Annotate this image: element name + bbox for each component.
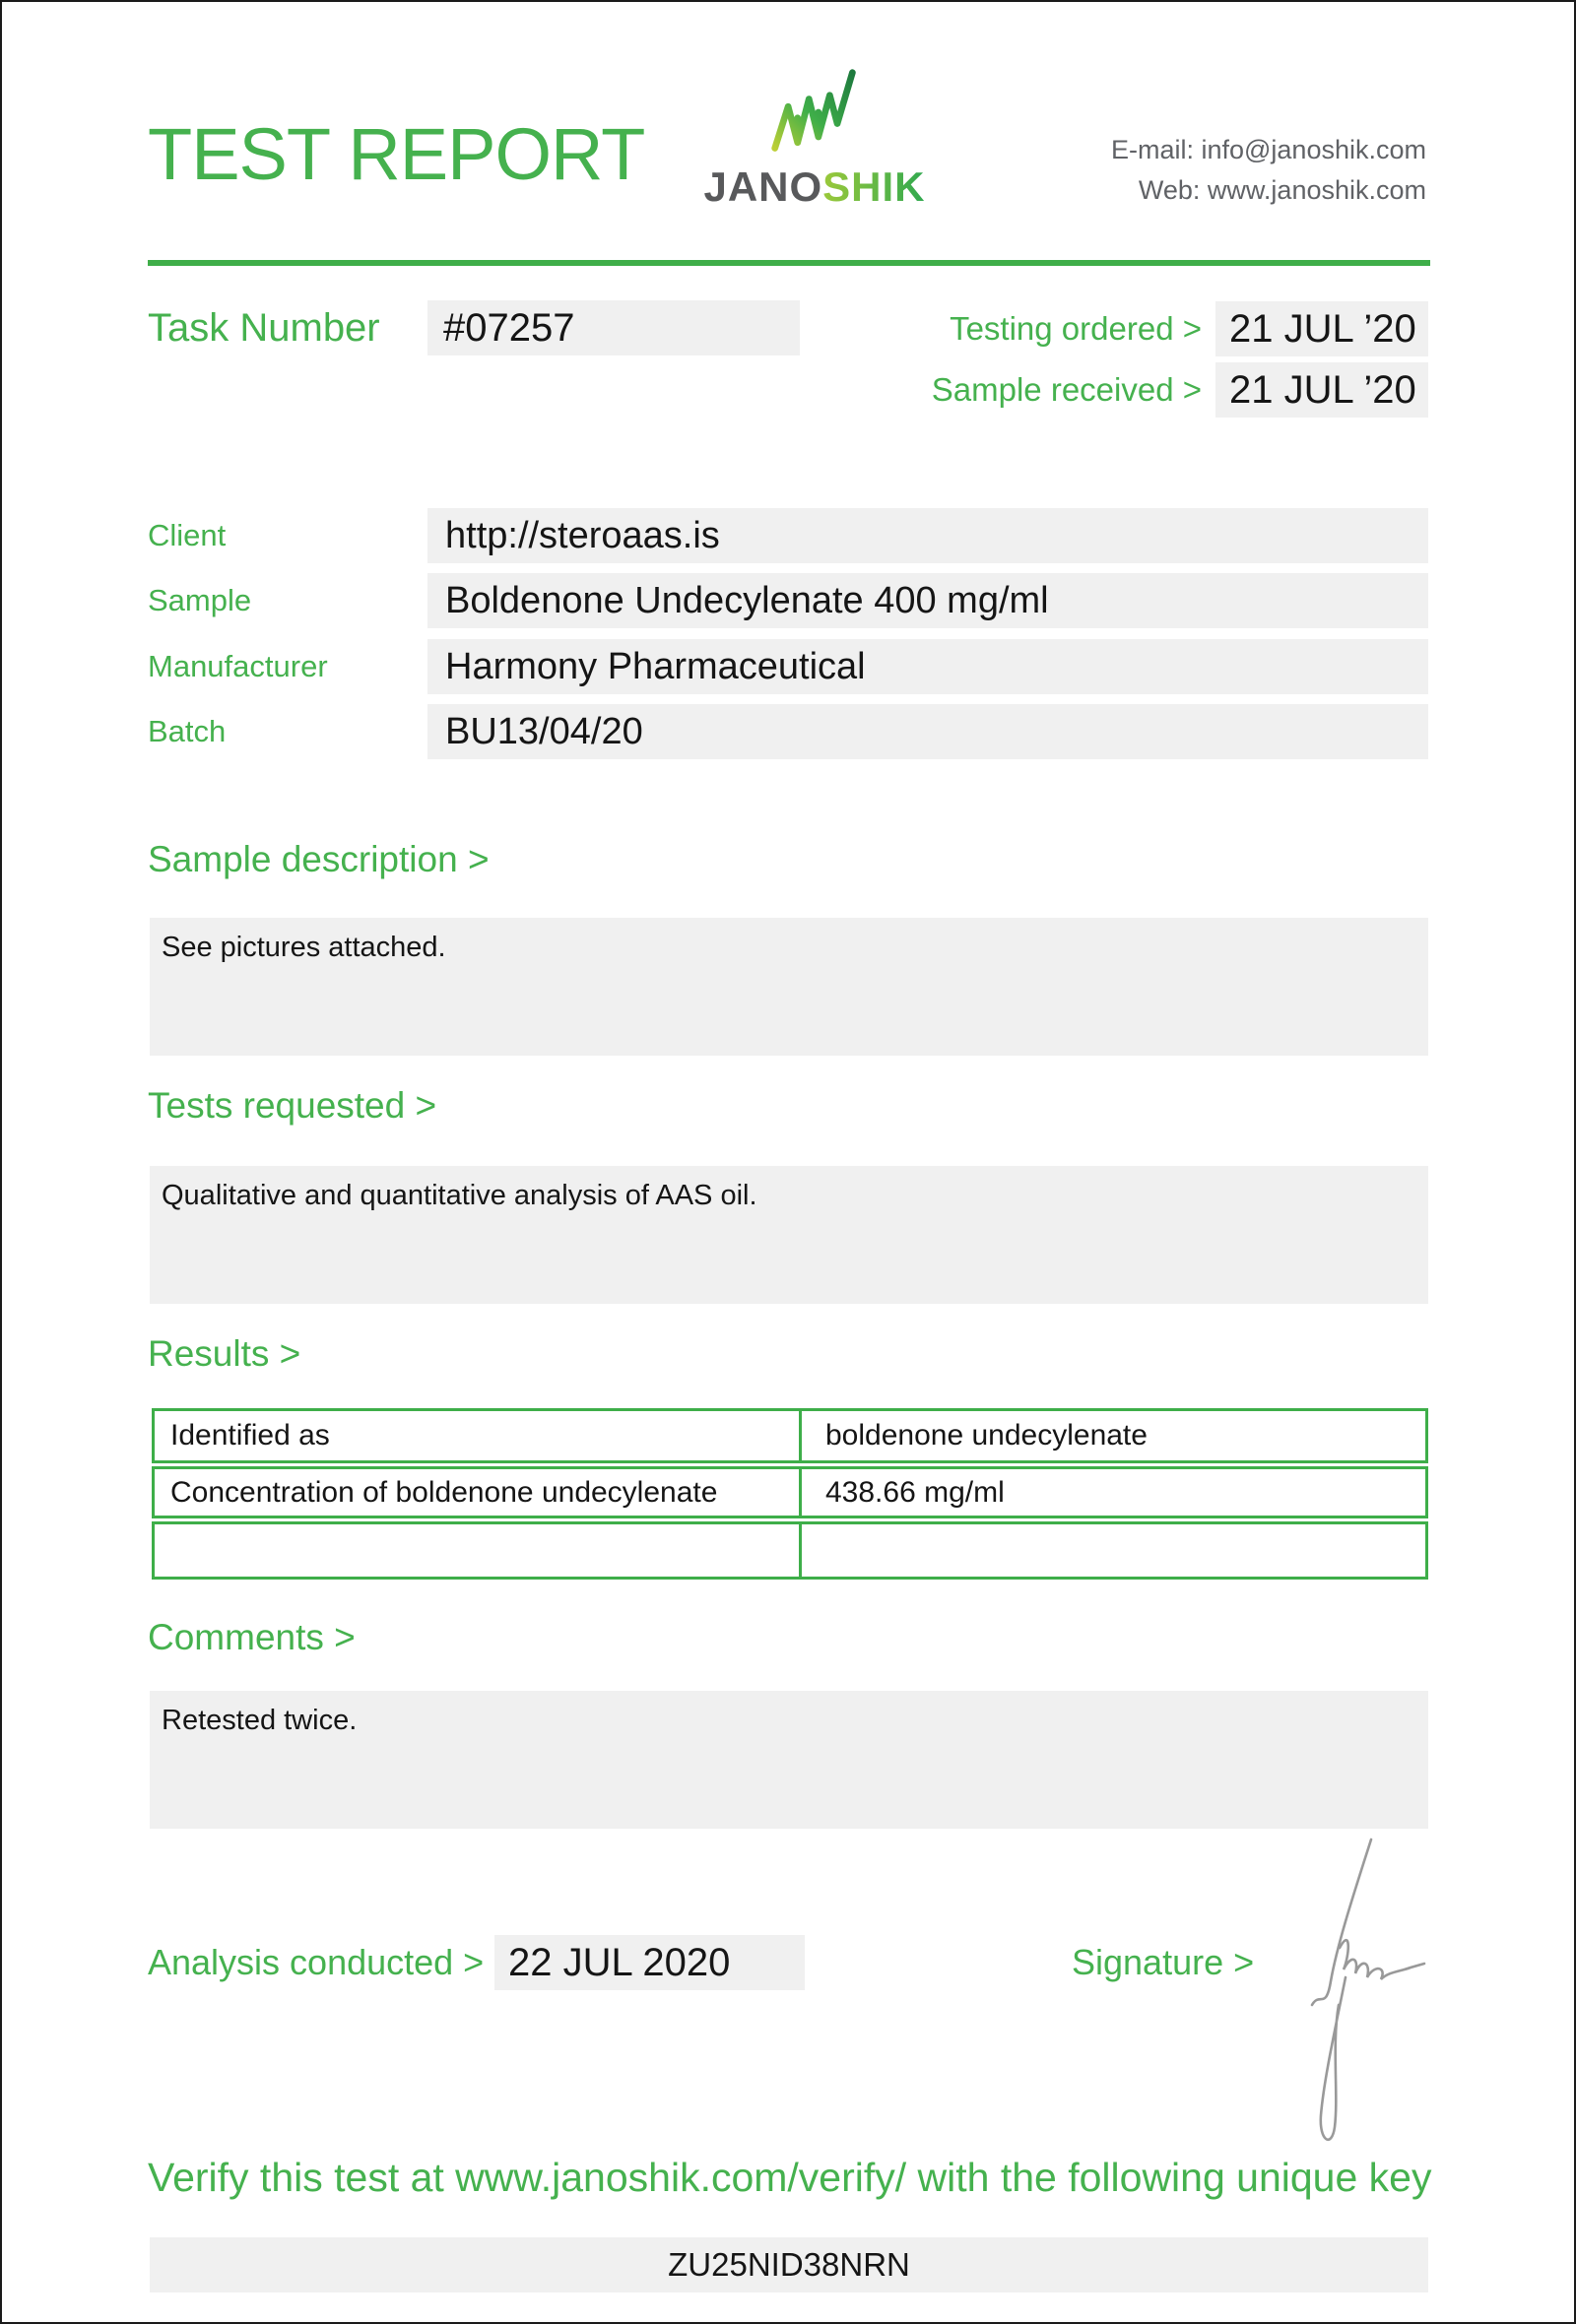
analysis-conducted-value: 22 JUL 2020 [494, 1935, 805, 1990]
header-divider [148, 260, 1430, 266]
results-table [152, 1408, 1428, 1580]
sample-label: Sample [148, 583, 252, 617]
table-row [152, 1408, 1428, 1463]
table-cell [802, 1524, 1425, 1577]
testing-ordered-label: Testing ordered > [950, 310, 1202, 347]
logo-text-jano: JANO [703, 163, 823, 210]
signature-label: Signature > [1072, 1942, 1255, 1982]
tests-requested-heading: Tests requested > [148, 1085, 437, 1126]
task-number-value: #07257 [427, 300, 800, 355]
table-cell: boldenone undecylenate [825, 1419, 1148, 1452]
batch-label: Batch [148, 714, 227, 748]
manufacturer-value: Harmony Pharmaceutical [427, 639, 1428, 694]
sample-received-value: 21 JUL ’20 [1215, 362, 1428, 418]
logo-text-shik: SHIK [822, 163, 926, 210]
client-label: Client [148, 518, 227, 552]
info-row-client [2, 508, 1576, 563]
tests-requested-box: Qualitative and quantitative analysis of AAS oil. [150, 1166, 1428, 1304]
janoshik-logo [682, 65, 948, 211]
sample-value: Boldenone Undecylenate 400 mg/ml [427, 573, 1428, 628]
batch-value: BU13/04/20 [427, 704, 1428, 759]
contact-email: E-mail: info@janoshik.com [1110, 135, 1426, 164]
info-row-manufacturer [2, 639, 1576, 694]
client-value: http://steroaas.is [427, 508, 1428, 563]
page-title: TEST REPORT [148, 113, 645, 195]
table-cell: Identified as [155, 1411, 802, 1460]
results-heading: Results > [148, 1333, 301, 1374]
table-cell [155, 1524, 802, 1577]
comments-heading: Comments > [148, 1617, 356, 1657]
verify-instruction: Verify this test at www.janoshik.com/verify/ with the following unique key [148, 2155, 1432, 2200]
table-row [152, 1521, 1428, 1580]
contact-web: Web: www.janoshik.com [1138, 175, 1426, 205]
logo-wordmark [682, 163, 948, 211]
manufacturer-label: Manufacturer [148, 649, 328, 683]
info-row-batch [2, 704, 1576, 759]
signature-scribble [1294, 1832, 1442, 2157]
growth-chart-icon [760, 65, 869, 160]
info-row-sample [2, 573, 1576, 628]
unique-key-box: ZU25NID38NRN [150, 2237, 1428, 2292]
sample-received-label: Sample received > [931, 371, 1202, 408]
comments-box: Retested twice. [150, 1691, 1428, 1829]
analysis-conducted-label: Analysis conducted > [148, 1942, 485, 1982]
table-row [152, 1466, 1428, 1518]
contact-block [1111, 130, 1426, 211]
sample-description-heading: Sample description > [148, 839, 490, 879]
table-cell: Concentration of boldenone undecylenate [155, 1469, 802, 1516]
task-number-label: Task Number [148, 306, 380, 350]
table-cell: 438.66 mg/ml [825, 1475, 1005, 1509]
testing-ordered-value: 21 JUL ’20 [1215, 301, 1428, 356]
sample-description-box: See pictures attached. [150, 918, 1428, 1056]
